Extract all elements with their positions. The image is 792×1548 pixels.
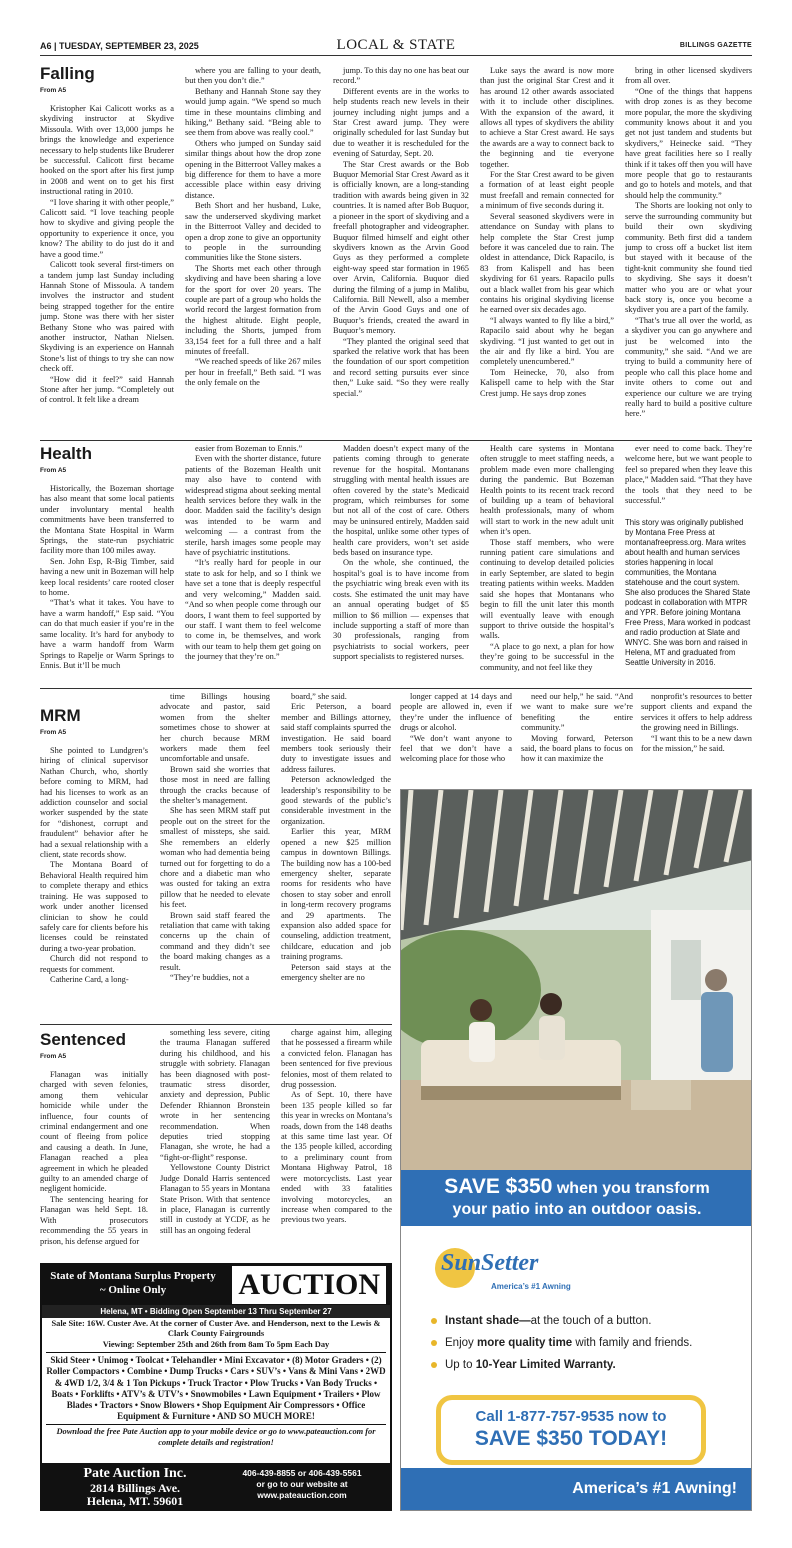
paragraph: The Montana Board of Behavioral Health required him to complete therapy and ethics training. He was supposed to work under another licensed clinician to show he could safely care for clients before his licenses could be reinstated during a two-year probation. xyxy=(40,860,148,953)
column xyxy=(40,746,148,996)
sunsetter-logo xyxy=(431,1242,571,1300)
ad-headline xyxy=(401,1170,752,1226)
paragraph: Moving forward, Peterson said, the board plans to focus on how it can maximize the xyxy=(521,733,633,764)
paragraph: Several seasoned skydivers were in attendance on Sunday with plans to help complete the Star Crest jump before it was canceled due to rain. The oldest in attendance, Dick Rapacilo, is 83 from Kalispell and has been skydiving for 61 years. Rapacilo pulls out a black wallet from his gear which contains his original skydiving license he earned over six decades ago. xyxy=(480,211,614,315)
column xyxy=(281,692,391,996)
paragraph: Earlier this year, MRM opened a new $25 million campus in downtown Billings. The building now has a 100-bed emergency shelter, separate rooms for residents who have chosen to stay sober and enroll in long-term recovery programs and 29 apartments. The expansion also added space for counseling, addiction treatment, childcare, education and job training programs. xyxy=(281,827,391,962)
logo-wordmark: SunSetter xyxy=(441,1250,539,1276)
paragraph: Tom Heinecke, 70, also from Kalispell came to help with the Star Crest jump. He says drop zones xyxy=(480,367,614,398)
paragraph: Yellowstone County District Judge Donald Harris sentenced Flanagan to 55 years in Montana State Prison. With that sentence in place, Flanagan is currently still in custody at YCDF, as he still has an ongoing federal xyxy=(160,1163,270,1235)
paragraph: easier from Bozeman to Ennis.” xyxy=(195,444,303,453)
bullet-item: Up to 10-Year Limited Warranty. xyxy=(431,1354,692,1376)
jump-line: From A5 xyxy=(40,1053,67,1060)
paragraph: Others who jumped on Sunday said similar things about how the drop zone opening in the Bitterroot Valley makes a big difference for them to have a more accessible place within easy driving distance. xyxy=(185,138,321,200)
column xyxy=(480,444,614,686)
column xyxy=(160,692,270,996)
viewing-times: Viewing: September 25th and 26th from 8am To 5pm Each Day xyxy=(102,1339,330,1349)
paragraph: Peterson acknowledged the leadership’s responsibility to be good stewards of the public’s considerable investment in the organization. xyxy=(281,775,391,826)
auction-title: AUCTION xyxy=(232,1266,386,1304)
section-divider xyxy=(40,440,752,441)
auction-dates: Helena, MT • Bidding Open September 13 Thru September 27 xyxy=(42,1305,390,1318)
paragraph: “That’s what it takes. You have to have a warm handoff,” Esp said. “You can do that much easier if you’re in the same locality. It’s hard for anybody to have a warm handoff from Warm Springs to Rapelje or Warm Springs to Ennis. But it’ll be much xyxy=(40,598,174,670)
paragraph: Brown said staff feared the retaliation that came with taking concerns up the chain of command and they didn’t see the board making changes as a result. xyxy=(160,910,270,972)
paragraph: Those staff members, who were running patient care simulations and continuing to develop detailed policies in early September, are slated to begin treating patients within weeks. Madden said she hopes that Montanans who begin to fill the unit later this month will eventually leave with enough support to thrive outside the hospital’s walls. xyxy=(480,537,614,641)
paragraph: jump. To this day no one has beat our record.” xyxy=(333,66,469,86)
story-health xyxy=(40,442,752,686)
paragraph: bring in other licensed skydivers from all over. xyxy=(625,66,752,86)
column xyxy=(333,444,469,686)
publication-name: BILLINGS GAZETTE xyxy=(679,42,752,49)
auction-items: Skid Steer • Unimog • Toolcat • Telehandler • Mini Excavator • (8) Motor Graders • (2) Roller Compactors • Combine • Dump Trucks • Cars • SUV’s • Vans & Mini Vans • 2WD & 4WD 1/2, 3/4 & 1 Ton Pickups • Truck Tractor • Plow Trucks • Van Body Trucks • Boats • Forklifts • ATV’s & UTV’s • Snowmobiles • Lawn Equipment • Trailers • Plow Blades • Tractors • Snow Blowers • Shop Equipment Air Compressors • Office Equipment & Furniture • AND SO MUCH MORE! xyxy=(46,1352,386,1425)
paragraph: Calicott took several first-timers on a tandem jump last Sunday including Hannah Stone of Missoula. A tandem involves the instructor and student being strapped together for the entire jump. Stone was there with her sister Bethany Stone who was paired with another instructor, Nathan Nielsen. Skydiving is an experience on Hannah Stone’s list of things to try she can now check off. xyxy=(40,260,174,374)
bullet-dot-icon xyxy=(431,1362,437,1368)
column xyxy=(281,1028,392,1256)
jump-line: From A5 xyxy=(40,87,67,94)
company-city: Helena, MT. 59601 xyxy=(86,1494,184,1508)
paragraph: charge against him, alleging that he possessed a firearm while a convicted felon. Flanagan has been sentenced for five previous felonies, most of them related to drug possession. xyxy=(281,1028,392,1090)
paragraph: “One of the things that happens with drop zones is as they become more popular, the more the skydiving community knows about it and you get not just tandem and students but skydivers,” Heinecke said. “They have great facilities here so I really think if it takes off then you will have more people that go to restaurants and go to hotels and motels, and that should help the community.” xyxy=(625,86,752,200)
auction-company xyxy=(50,1466,220,1508)
column xyxy=(185,66,321,438)
column xyxy=(333,66,469,438)
paragraph: “That’s true all over the world, as a skydiver you can go anywhere and just be welcomed into the community,” she said. “And we are trying to build a community here of people who call this place home and invite others to come out and experience our culture we are trying really hard to build a positive culture here.” xyxy=(625,315,752,419)
phone-numbers[interactable]: 406-439-8855 or 406-439-5561 xyxy=(242,1468,362,1478)
ad-bullets xyxy=(431,1310,692,1376)
paragraph: The Shorts are looking not only to serve the surrounding community but build their own skydiving community. Beth first did a tandem jump to cross off a bucket list item but stayed with it because of the tight-knit community she found tied to skydiving. She says it doesn’t matter who you are or what your back story is, once you become a skydiver you are a part of the family. xyxy=(625,201,752,315)
auction-contact xyxy=(222,1468,382,1501)
company-name: Pate Auction Inc. xyxy=(83,1466,187,1481)
call-to-action[interactable] xyxy=(436,1395,706,1465)
headline-rest: when you transform xyxy=(552,1180,710,1197)
paragraph: time Billings housing advocate and pastor, said women from the shelter sometimes chose to shower at her church because MRM workers made them feel uncomfortable and unsafe. xyxy=(160,692,270,764)
paragraph: “How did it feel?” said Hannah Stone after her jump. “Completely out of control. It felt like a dream xyxy=(40,374,174,405)
column xyxy=(160,1028,270,1256)
story-kicker: Sentenced xyxy=(40,1030,126,1049)
cta-phone[interactable]: Call 1-877-757-9535 now to xyxy=(475,1408,667,1425)
paragraph: Sen. John Esp, R-Big Timber, said having a new unit in Bozeman will help keep local residents’ care rooted closer to home. xyxy=(40,556,174,598)
story-falling xyxy=(40,64,752,438)
paragraph: “It’s really hard for people in our state to ask for help, and so I think we have set a tone that is deeply respectful and very welcoming,” Madden said. “And so when people come through our doors, I want them to feel supported by our staff. I want them to feel welcome to come in, be themselves, and work with our team to help them get going on the journey that they’re on.” xyxy=(185,558,321,662)
auction-body xyxy=(46,1319,386,1448)
paragraph: something less severe, citing the trauma Flanagan suffered during his childhood, and his struggle with sobriety. Flanagan has been diagnosed with post-traumatic stress disorder, anxiety and depression, Public Defender Rhiannon Bronstein wrote in her sentencing recommendation. When deputies tried stopping Flanagan, she wrote, he had a “fight-or-flight” response. xyxy=(160,1028,270,1162)
app-note: Download the free Pate Auction app to your mobile device or go to www.pateauction.com for complete details and registration! xyxy=(56,1427,376,1447)
paragraph: She has seen MRM staff put people out on the street for the smallest of missteps, she said. She remembers an elderly woman who had dementia being turned out for forgetting to do a chore and a diabetic man who was ousted for taking an extra pillow that he needed to elevate his feet. xyxy=(160,806,270,910)
paragraph: The sentencing hearing for Flanagan was held Sept. 18. With prosecutors recommending the 55 years in prison, his defense argued for xyxy=(40,1194,148,1246)
column xyxy=(521,692,633,788)
column xyxy=(40,1070,148,1256)
jump-line: From A5 xyxy=(40,729,67,736)
column xyxy=(480,66,614,438)
auction-subtitle: State of Montana Surplus Property ~ Online Only xyxy=(50,1270,216,1296)
paragraph: Catherine Card, a long- xyxy=(50,974,129,984)
paragraph: The Star Crest awards or the Bob Buquor Memorial Star Crest Award as it is officially known, are a long-standing tradition with awards being given in 32 countries. It is named after Bob Buquor, a pioneer in the sport of skydiving and a freefall photographer and videographer. Buquor filmed himself and eight other skydivers known as the Arvin Good Guys as they performed a complete eight-way speed star formation in 1965 over Arvin, California. Buquor died during the filming of a jump in Malibu, California. Bill Newell, also a member of the Arvin Good Guys and one of Buquor’s friends, created the award in Buquor’s memory. xyxy=(333,159,469,336)
paragraph: nonprofit’s resources to better support clients and expand the services it offers to help address the growing need in Billings. xyxy=(641,692,752,733)
paragraph: need our help,” he said. “And we want to make sure we’re benefiting the entire community.” xyxy=(521,692,633,733)
paragraph: board,” she said. xyxy=(291,692,347,701)
section-divider xyxy=(40,688,752,689)
auction-ad[interactable] xyxy=(40,1263,392,1511)
page-header xyxy=(40,38,752,56)
auction-footer xyxy=(42,1463,390,1509)
paragraph: “We reached speeds of like 267 miles per hour in freefall,” Beth said. “I was the only female on the xyxy=(185,357,321,388)
paragraph: Health care systems in Montana often struggle to meet staffing needs, a problem made even more challenging during the pandemic. But Bozeman Health points to its recent track record of building up a team of behavioral health professionals, many of whom will start to work in the new adult unit when it’s open. xyxy=(480,444,614,537)
column xyxy=(185,444,321,686)
paragraph: Eric Peterson, a board member and Billings attorney, said staff complaints spurred the investigation. He said board members took seriously their duty to investigate issues and address failures. xyxy=(281,702,391,774)
bullet-dot-icon xyxy=(431,1340,437,1346)
paragraph: “They planted the original seed that sparked the relative work that has been the foundation of our sport competition and record setting pursuits ever since then,” Luke said. “So they were really special.” xyxy=(333,336,469,398)
paragraph: Madden doesn’t expect many of the patients coming through to generate revenue for the hospital. Montanans struggling with mental health issues are often covered by the state’s Medicaid program, which reimburses for some but not all of the cost of care. Others may be uninsured entirely, Madden said the hospital, unlike some other types of health care providers, won’t set aside beds based on insurance type. xyxy=(333,444,469,558)
paragraph: Brown said she worries that those most in need are falling through the cracks because of the shelter’s management. xyxy=(160,764,270,806)
sale-site: Sale Site: 16W. Custer Ave. At the corner of Custer Ave. and Henderson, next to the Lewis & Clark County Fairgrounds xyxy=(51,1319,381,1339)
author-bio: This story was originally published by Montana Free Press at montanafreepress.org. Mara writes about health and human services stories happening in local communities, the Montana statehouse and the court system. She also produces the Shared State podcast in collaboration with MTPR and YPR. Before joining Montana Free Press, Mara worked in podcast and radio production at Slate and WNYC. She was born and raised in Helena, MT and graduated from Seattle University in 2016. xyxy=(625,518,751,667)
paragraph: “They’re buddies, not a xyxy=(170,972,250,982)
page-number-date: A6 | TUESDAY, SEPTEMBER 23, 2025 xyxy=(40,41,199,51)
website-line: or go to our website at xyxy=(256,1479,348,1489)
paragraph: where you are falling to your death, but then you don’t die.” xyxy=(185,66,321,86)
paragraph: For the Star Crest award to be given a formation of at least eight people must freefall and remain connected for a minimum of five seconds during it. xyxy=(480,170,614,211)
paragraph: Kristopher Kai Calicott works as a skydiving instructor at Skydive Missoula. With over 13,000 jumps he brings the knowledge and experience necessary to help students like Bruderer be successful. Calicott first became hooked on the sport after his first jump in 2008 and went on to get his first instructional rating in 2010. xyxy=(40,104,174,197)
paragraph: “I want this to be a new dawn for the mission,” he said. xyxy=(641,733,752,754)
website-link[interactable]: www.pateauction.com xyxy=(257,1490,347,1500)
paragraph: Even with the shorter distance, future patients of the Bozeman Health unit may also have to contend with widespread stigma about seeking mental health services before they walk in the door. Madden said the facility’s design was intended to be warm and welcoming — a contrast from the sterile, harsh images some people may have of psychiatric institutions. xyxy=(185,454,321,558)
paragraph: Different events are in the works to help students reach new levels in their journey including night jumps and a Star Crest award jump. They were originally scheduled for last Sunday but due to weather it is rescheduled for the evening of Saturday, Sept. 20. xyxy=(333,86,469,159)
headline-offer: SAVE $350 xyxy=(444,1175,553,1198)
section-divider xyxy=(40,1024,392,1025)
bullet-item: Enjoy more quality time with family and friends. xyxy=(431,1332,692,1354)
paragraph: “We don’t want anyone to feel that we don’t have a welcoming place for those who xyxy=(400,733,512,764)
patio-photo xyxy=(401,790,752,1170)
ad-footer-slogan: America’s #1 Awning! xyxy=(401,1468,752,1510)
bullet-dot-icon xyxy=(431,1318,437,1324)
column xyxy=(400,692,512,788)
auction-header xyxy=(42,1265,390,1305)
paragraph: Church did not respond to requests for comment. xyxy=(40,954,148,974)
paragraph: Flanagan was initially charged with seven felonies, among them vehicular homicide while under the influence, four counts of criminal endangerment and one count of fleeing from police and causing a death. In June, Flanagan reached a plea agreement in which he pleaded guilty to an amended charge of negligent homicide. xyxy=(40,1070,148,1194)
story-kicker: Health xyxy=(40,444,92,463)
story-kicker: MRM xyxy=(40,706,81,725)
sunsetter-ad[interactable] xyxy=(400,789,752,1511)
story-sentenced xyxy=(40,1026,392,1256)
headline-line2: your patio into an outdoor oasis. xyxy=(452,1201,702,1218)
paragraph: “A place to go next, a plan for how they’re going to be successful in the community, and not feel like they xyxy=(480,641,614,672)
paragraph: She pointed to Lundgren’s hiring of clinical supervisor Nathan Church, who, shortly before coming to MRM, had had his licenses to work as an addiction counselor and social worker suspended by the state for “dishonest, corrupt and fraudulent” behavior after he had a sexual relationship with a client, state records show. xyxy=(40,746,148,860)
column xyxy=(641,692,752,788)
story-kicker: Falling xyxy=(40,64,95,83)
column xyxy=(40,484,174,686)
paragraph: ever need to come back. They’re welcome here, but we want people to feel so prepared when they leave this place,” Madden said. “That they have the tools that they need to be successful.” xyxy=(625,444,752,506)
paragraph: The Shorts met each other through skydiving and have been sharing a love for the sport for over 20 years. The couple are part of a group who holds the world record the largest formation from the highest altitude. Eight people, including the Shorts, jumped from 33,154 feet for a full three and a half minutes of freefall. xyxy=(185,263,321,356)
paragraph: Historically, the Bozeman shortage has also meant that some local patients under involuntary mental health commitments have been transferred to the Montana State Hospital in Warm Springs, the state-run psychiatric facility more than 100 miles away. xyxy=(40,484,174,556)
paragraph: “I always wanted to fly like a bird,” Rapacilo said about why he began skydiving. “I just wanted to get out in the air and fly like a bird. You are completely unencumbered.” xyxy=(480,315,614,367)
paragraph: Bethany and Hannah Stone say they would jump again. “We spend so much time in these mountains climbing and hiking,” Bethany said. “Being able to see them from above was really cool.” xyxy=(185,86,321,138)
company-address: 2814 Billings Ave. xyxy=(89,1481,181,1495)
column xyxy=(625,66,752,438)
paragraph: Luke says the award is now more than just the original Star Crest and it has around 12 other awards associated with it to include other disciplines. With the expansion of the award, it allows all types of skydivers the ability to achieve a Star Crest award. He says the awards are a way to connect back to the beginning and tie everyone together. xyxy=(480,66,614,169)
paragraph: “I love sharing it with other people,” Calicott said. “I love teaching people how to skydive and giving people the opportunity to experience it once, you know? The ability to do just do it and have a good time.” xyxy=(40,197,174,259)
column xyxy=(40,104,174,438)
bullet-item: Instant shade—at the touch of a button. xyxy=(431,1310,692,1332)
logo-tagline: America’s #1 Awning xyxy=(491,1282,571,1291)
paragraph: On the whole, she continued, the hospital’s goal is to have income from the psychiatric wing break even with its costs. She estimated the unit may have an annual operating budget of $5 million to $6 million — expenses that include supporting a staff of more than 30 professionals, ranging from psychiatrists to social workers, peer support specialists to registered nurses. xyxy=(333,558,469,662)
section-title: LOCAL & STATE xyxy=(336,37,456,53)
column xyxy=(625,444,752,516)
paragraph: As of Sept. 10, there have been 135 people killed so far this year in wrecks on Montana’s roads, down from the 148 deaths at this same time last year. Of the 135 people killed, according to a preliminary count from Montana Highway Patrol, 18 were motorcyclists. Last year ended with 33 fatalities involving motorcycles, an increase when compared to the previous two years. xyxy=(281,1090,392,1225)
jump-line: From A5 xyxy=(40,467,67,474)
paragraph: Peterson said stays at the emergency shelter are no xyxy=(281,962,391,982)
paragraph: Beth Short and her husband, Luke, saw the underserved skydiving market in the Bitterroot Valley and decided to open a drop zone to give an opportunity to people in the surrounding communities like the Stone sisters. xyxy=(185,201,321,263)
paragraph: longer capped at 14 days and people are allowed in, even if they’re under the influence of drugs or alcohol. xyxy=(400,692,512,733)
cta-offer: SAVE $350 TODAY! xyxy=(474,1427,668,1450)
